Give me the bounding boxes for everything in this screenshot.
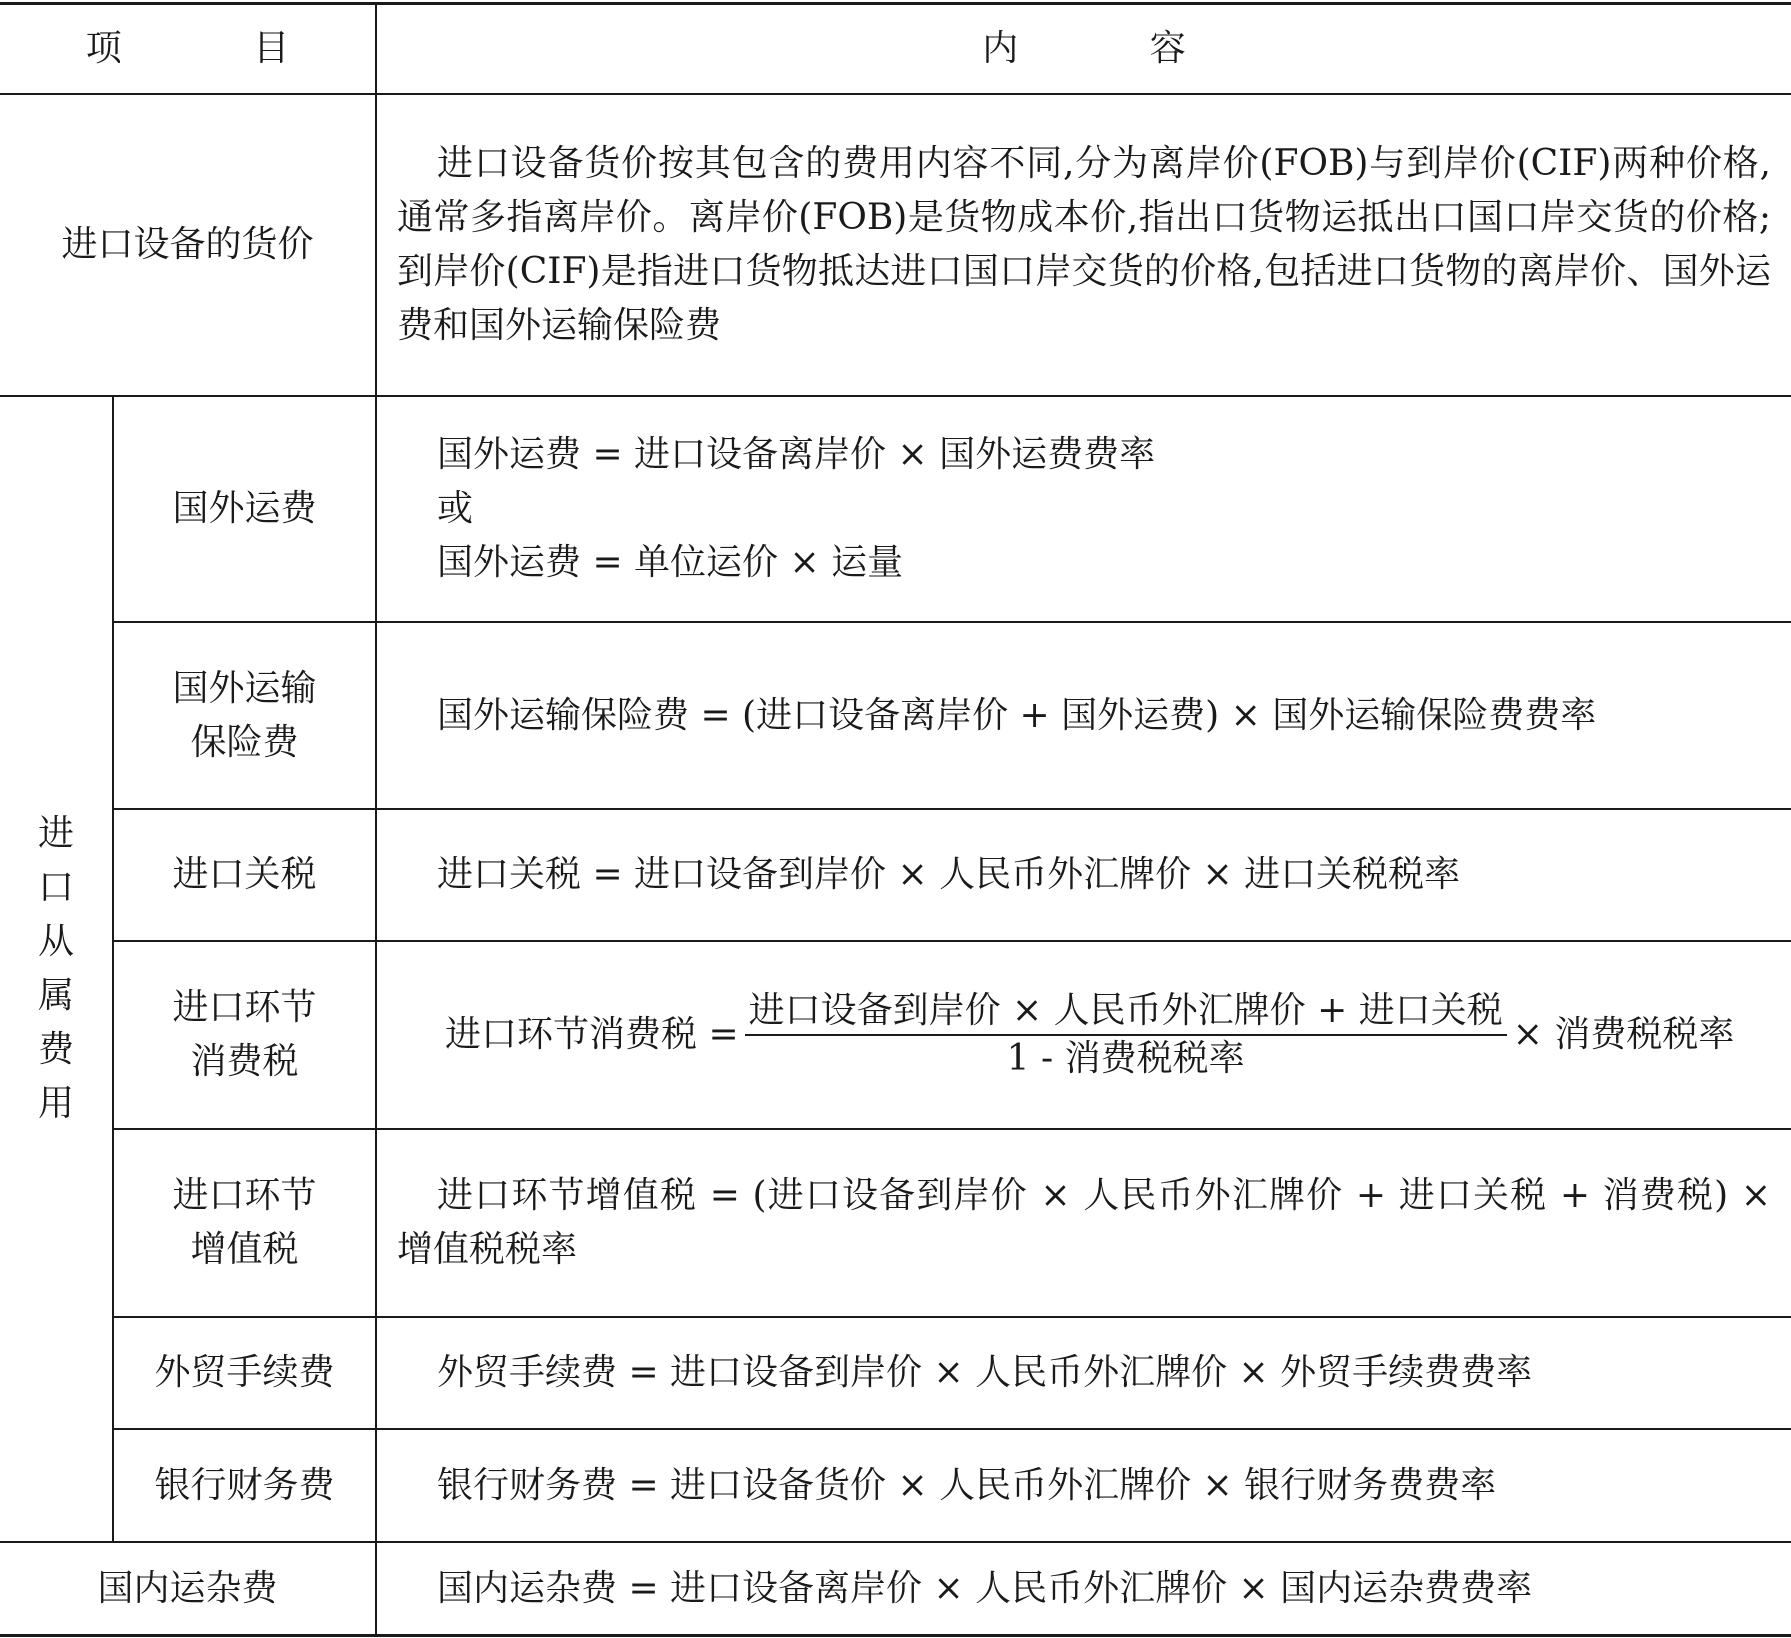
freight-formula-1: 国外运费 = 进口设备离岸价 × 国外运费费率: [437, 434, 1156, 475]
consumption-tax-fraction: [745, 988, 1507, 1082]
ancillary-fees-group-label: [0, 397, 112, 1541]
consumption-tax-rhs: × 消费税税率: [1512, 1014, 1735, 1055]
vat-label-line2: 增值税: [190, 1229, 299, 1270]
freight-label-cell: [114, 397, 375, 621]
goods-price-label-cell: [0, 95, 375, 395]
group-label-char: 从: [37, 921, 74, 962]
vat-label-cell: [114, 1130, 375, 1316]
group-label-char: 口: [37, 867, 74, 908]
trade-fee-label-cell: [114, 1318, 375, 1428]
insurance-label-line2: 保险费: [190, 721, 299, 763]
insurance-formula: 国外运输保险费 = (进口设备离岸价 + 国外运费) × 国外运输保险费费率: [437, 694, 1597, 736]
fraction-denominator: 1 - 消费税税率: [1006, 1038, 1245, 1079]
group-label-char: 费: [37, 1029, 74, 1070]
tariff-content-cell: [377, 810, 1791, 940]
header-content-cell: [377, 5, 1791, 93]
domestic-content-cell: [377, 1543, 1791, 1634]
tariff-label: 进口关税: [172, 854, 317, 895]
trade-fee-label: 外贸手续费: [154, 1352, 335, 1393]
freight-formula-2: 国外运费 = 单位运价 × 运量: [437, 542, 904, 583]
trade-fee-formula: 外贸手续费 = 进口设备到岸价 × 人民币外汇牌价 × 外贸手续费费率: [437, 1352, 1533, 1393]
freight-or: 或: [437, 488, 474, 529]
group-label-char: 属: [37, 975, 74, 1016]
domestic-label-cell: [0, 1543, 375, 1634]
insurance-content-cell: [377, 623, 1791, 808]
domestic-label: 国内运杂费: [97, 1567, 278, 1609]
goods-price-label: 进口设备的货价: [61, 224, 314, 265]
consumption-tax-label-line2: 消费税: [190, 1041, 299, 1082]
insurance-label-line1: 国外运输: [172, 667, 317, 709]
consumption-tax-label-line1: 进口环节: [172, 987, 317, 1028]
trade-fee-content-cell: [377, 1318, 1791, 1428]
header-item: 项 目: [85, 28, 350, 69]
group-label-char: 进: [37, 813, 74, 854]
consumption-tax-lhs: 进口环节消费税 =: [445, 1014, 739, 1055]
vat-content-cell: [377, 1130, 1791, 1316]
bank-fee-formula: 银行财务费 = 进口设备货价 × 人民币外汇牌价 × 银行财务费费率: [437, 1464, 1497, 1506]
freight-label: 国外运费: [172, 488, 317, 529]
vat-formula: 进口环节增值税 = (进口设备到岸价 × 人民币外汇牌价 + 进口关税 + 消费税) × 增值税税率: [397, 1175, 1771, 1270]
goods-price-content-cell: [377, 95, 1791, 395]
bank-fee-label: 银行财务费: [154, 1464, 335, 1506]
freight-content-cell: [377, 397, 1791, 621]
domestic-formula: 国内运杂费 = 进口设备离岸价 × 人民币外汇牌价 × 国内运杂费费率: [437, 1567, 1533, 1609]
insurance-label-cell: [114, 623, 375, 808]
table-bottom-rule: [0, 1634, 1791, 1637]
header-item-cell: [0, 5, 375, 93]
header-content: 内 容: [982, 28, 1246, 69]
bank-fee-label-cell: [114, 1430, 375, 1541]
tariff-formula: 进口关税 = 进口设备到岸价 × 人民币外汇牌价 × 进口关税税率: [437, 854, 1461, 895]
bank-fee-content-cell: [377, 1430, 1791, 1541]
consumption-tax-label-cell: [114, 942, 375, 1128]
group-label-char: 用: [37, 1083, 74, 1124]
consumption-tax-content-cell: [377, 942, 1791, 1128]
vat-label-line1: 进口环节: [172, 1175, 317, 1216]
fraction-numerator: 进口设备到岸价 × 人民币外汇牌价 + 进口关税: [745, 988, 1507, 1036]
goods-price-content: 进口设备货价按其包含的费用内容不同,分为离岸价(FOB)与到岸价(CIF)两种价格,通常多指离岸价。离岸价(FOB)是货物成本价,指出口货物运抵出口国口岸交货的价格;到岸价(CIF)是指进口货物抵达进口国口岸交货的价格,包括进口货物的离岸价、国外运费和国外运输保险费: [397, 143, 1771, 346]
tariff-label-cell: [114, 810, 375, 940]
